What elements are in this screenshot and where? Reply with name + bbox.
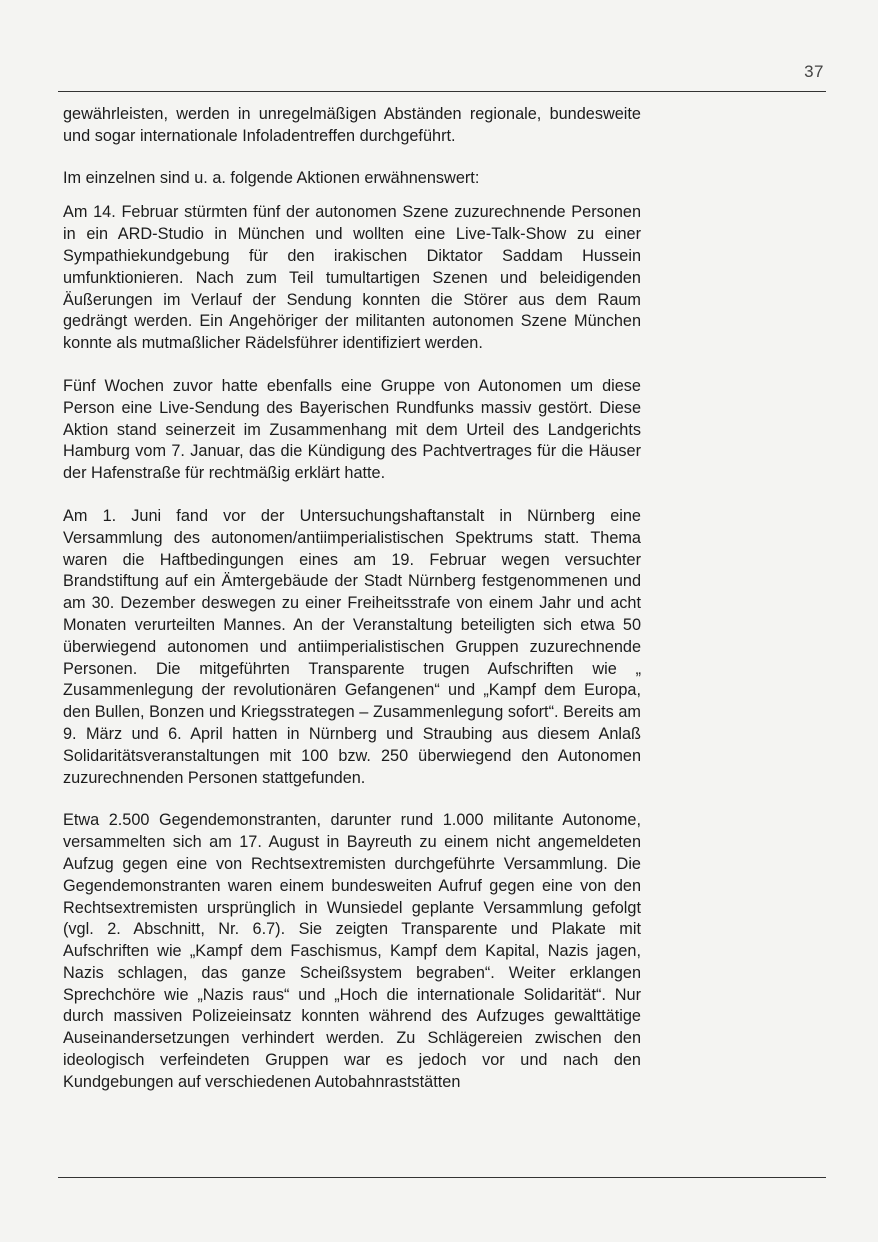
footer-rule [58,1177,826,1178]
paragraph-nuernberg: Am 1. Juni fand vor der Untersuchungshaftanstalt in Nürnberg eine Versammlung des autonomen/antiimperialistischen Spektrums statt. Thema waren die Haftbedingungen eines am 19. Februar wegen versuchter Brandstiftung auf ein Ämtergebäude der Stadt Nürnberg festgenommenen und am 30. Dezember deswegen zu einer Freiheitsstrafe von einem Jahr und acht Monaten verurteilten Mannes. An der Veranstaltung beteiligten sich etwa 50 überwiegend autonomen und antiimperialistischen Gruppen zuzurechnende Personen. Die mitgeführten Transparente trugen Aufschriften wie „ Zusammenlegung der revolutionären Gefangenen“ und „Kampf dem Europa, den Bullen, Bonzen und Kriegsstrategen – Zusammenlegung sofort“. Bereits am 9. März und 6. April hatten in Nürnberg und Straubing aus diesem Anlaß Solidaritätsveranstaltungen mit 100 bzw. 250 überwiegend den Autonomen zuzurechnenden Personen stattgefunden. [63,506,641,787]
paragraph-bayerischer-rundfunk: Fünf Wochen zuvor hatte ebenfalls eine Gruppe von Autonomen um diese Person eine Live-Sendung des Bayerischen Rundfunks massiv gestört. Diese Aktion stand seinerzeit im Zusammenhang mit dem Urteil des Landgerichts Hamburg vom 7. Januar, das die Kündigung des Pachtvertrages für die Häuser der Hafenstraße für rechtmäßig erklärt hatte. [63,376,641,483]
paragraph-intro: Im einzelnen sind u. a. folgende Aktionen erwähnenswert: [63,168,480,187]
page-number: 37 [804,62,824,81]
paragraph-continuation: gewährleisten, werden in unregelmäßigen Abständen regionale, bundesweite und sogar internationale Infoladentreffen durchgeführt. [63,105,641,145]
paragraph-ard-studio: Am 14. Februar stürmten fünf der autonomen Szene zuzurechnende Personen in ein ARD-Studio in München und wollten eine Live-Talk-Show zu einer Sympathiekundgebung für den irakischen Diktator Saddam Hussein umfunktionieren. Nach zum Teil tumultartigen Szenen und beleidigenden Äußerungen im Verlauf der Sendung konnten die Störer aus dem Raum gedrängt werden. Ein Angehöriger der militanten autonomen Szene München konnte als mutmaßlicher Rädelsführer identifiziert werden. [63,203,641,353]
paragraph-bayreuth: Etwa 2.500 Gegendemonstranten, darunter rund 1.000 militante Autonome, versammelten sich am 17. August in Bayreuth zu einem nicht angemeldeten Aufzug gegen eine von Rechtsextremisten durchgeführte Versammlung. Die Gegendemonstranten waren einem bundesweiten Aufruf gegen eine von den Rechtsextremisten ursprünglich in Wunsiedel geplante Versammlung gefolgt (vgl. 2. Abschnitt, Nr. 6.7). Sie zeigten Transparente und Plakate mit Aufschriften wie „Kampf dem Faschismus, Kampf dem Kapital, Nazis jagen, Nazis schlagen, das ganze Scheißsystem begraben“. Weiter erklangen Sprechchöre wie „Nazis raus“ und „Hoch die internationale Solidarität“. Nur durch massiven Polizeieinsatz konnten während des Aufzuges gewalttätige Auseinandersetzungen verhindert werden. Zu Schlägereien zwischen den ideologisch verfeindeten Gruppen war es jedoch vor und nach den Kundgebungen auf verschiedenen Autobahnraststätten [63,811,641,1091]
header-rule [58,91,826,92]
body-text [63,104,641,1094]
